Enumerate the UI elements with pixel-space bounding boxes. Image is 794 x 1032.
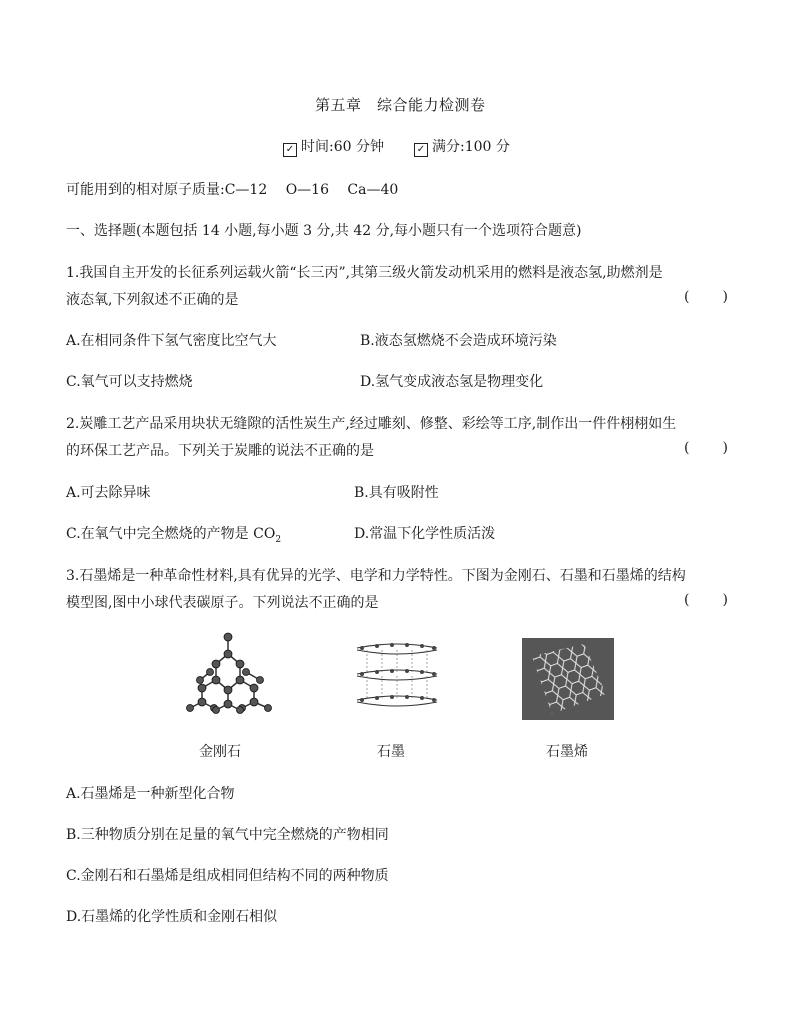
question-2-option-b: B.具有吸附性 — [354, 485, 439, 501]
question-3-stem-line2: 模型图,图中小球代表碳原子。下列说法不正确的是 — [66, 595, 379, 611]
atomic-mass-note: 可能用到的相对原子质量:C—12 O—16 Ca—40 — [66, 182, 399, 198]
answer-bracket: ( ) — [684, 440, 728, 456]
question-1-option-d: D.氢气变成液态氢是物理变化 — [360, 374, 544, 390]
question-2-option-a: A.可去除异味 — [66, 485, 151, 501]
question-3-stem-line1: 3.石墨烯是一种革命性材料,具有优异的光学、电学和力学特性。下图为金刚石、石墨和石墨烯的结构 — [66, 568, 686, 584]
graphite-structure-image — [352, 636, 442, 716]
question-1-stem-line1: 1.我国自主开发的长征系列运载火箭“长三丙”,其第三级火箭发动机采用的燃料是液态氢,助燃剂是 — [66, 265, 663, 281]
question-2-stem-line2: 的环保工艺产品。下列关于炭雕的说法不正确的是 — [66, 443, 374, 459]
page-title: 第五章 综合能力检测卷 — [315, 96, 486, 114]
checkbox-icon: ✓ — [283, 143, 297, 157]
question-1-stem-line2: 液态氧,下列叙述不正确的是 — [66, 292, 239, 308]
caption-graphite: 石墨 — [377, 744, 405, 760]
question-2-option-c: C.在氧气中完全燃烧的产物是 $CO_2$ — [66, 526, 282, 545]
caption-diamond: 金刚石 — [199, 744, 241, 760]
question-3-option-b: B.三种物质分别在足量的氧气中完全燃烧的产物相同 — [66, 827, 389, 843]
answer-bracket: ( ) — [684, 592, 728, 608]
question-2-option-d: D.常温下化学性质活泼 — [354, 526, 496, 542]
score-text: 满分:100 分 — [432, 139, 510, 155]
time-text: 时间:60 分钟 — [301, 139, 384, 155]
question-3-option-a: A.石墨烯是一种新型化合物 — [66, 786, 235, 802]
score-info — [414, 136, 510, 157]
question-1-option-a: A.在相同条件下氢气密度比空气大 — [66, 333, 277, 349]
question-3-option-c: C.金刚石和石墨烯是组成相同但结构不同的两种物质 — [66, 868, 389, 884]
diamond-structure-image — [180, 632, 280, 717]
section-heading: 一、选择题(本题包括 14 小题,每小题 3 分,共 42 分,每小题只有一个选项符合题意) — [66, 223, 582, 239]
answer-bracket: ( ) — [684, 289, 728, 305]
question-2-stem-line1: 2.炭雕工艺产品采用块状无缝隙的活性炭生产,经过雕刻、修整、彩绘等工序,制作出一件件栩栩如生 — [66, 416, 677, 432]
question-3-option-d: D.石墨烯的化学性质和金刚石相似 — [66, 909, 278, 925]
checkbox-icon: ✓ — [414, 143, 428, 157]
caption-graphene: 石墨烯 — [546, 744, 588, 760]
graphene-structure-image — [522, 638, 614, 720]
question-1-option-b: B.液态氢燃烧不会造成环境污染 — [360, 333, 557, 349]
time-info — [283, 136, 384, 157]
question-1-option-c: C.氧气可以支持燃烧 — [66, 374, 193, 390]
